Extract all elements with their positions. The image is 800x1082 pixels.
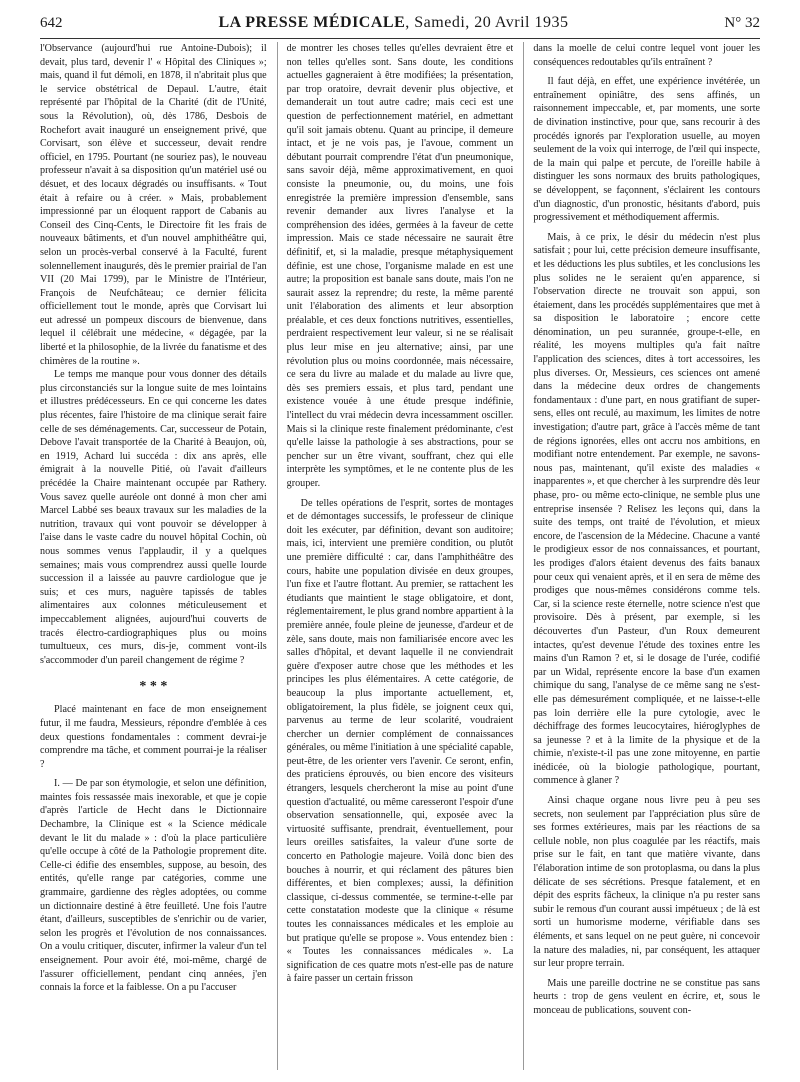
column-2 <box>277 42 514 1070</box>
paragraph: De telles opérations de l'esprit, sortes de montages et de démontages successifs, le professeur de clinique doit les exécuter, par définition, devant son auditoire; mais, ici, intervient une première condition, ou plutôt une première difficulté : car, dans l'amphithéâtre des cours, habite une population divisée en deux groupes, l'un fixe et l'autre flottant. Au premier, se rattachent les étudiants que maintient le stage obligatoire, et dont, réglementairement, le plus grand nombre appartient à la première année, foule pleine de jeunesse, d'ardeur et de zèle, sans doute, mais non familiarisée encore avec les salles d'hôpital, et devant laquelle il ne conviendrait guère d'exposer autre chose que les méthodes et les principes les plus élémentaires. A cette catégorie, de beaucoup la plus importante actuellement, et, obligatoirement, la plus fidèle, se joignent ceux qui, parvenus au terme de leur scolarité, voudraient chercher un dernier complément de connaissances générales, ou même l'initiation à une spécialité capable, peut-être, de les orienter vers l'avenir. Ce seront, enfin, des praticiens éprouvés, ou bien encore des visiteurs étrangers, lesquels chercheront la mise au point d'une question d'actualité, ou même caresseront l'espoir d'une observation sensationnelle, qui, exposée avec la virtuosité suffisante, prendrait, éventuellement, pour leurs oreilles satisfaites, la valeur d'une sorte de concerto en Pathologie majeure. Voilà donc bien des bouches à nourrir, et qui réclament des pâtures bien différentes, et bien complexes; aussi, la définition classique, ci-dessus commentée, se termine-t-elle par cette constatation modeste que la clinique « résume toutes les connaissances médicales et les emploie au but pratique qu'elle se propose ». Vous entendez bien : « Toutes les connaissances médicales ». La signification de ces quatre mots n'est-elle pas de nature à faire passer un certain frisson <box>286 497 514 985</box>
paragraph: dans la moelle de celui contre lequel vont jouer les conséquences redoutables qu'ils entraînent ? <box>533 43 761 68</box>
page-header <box>40 14 760 36</box>
paragraph: Il faut déjà, en effet, une expérience invétérée, un entraînement opiniâtre, des sens affinés, un raisonnement impeccable, et, par moments, une sorte de divination instinctive, pour que, sans recourir à des procédés ignorés par l'exploration usuelle, au moyen seulement de la voix qui interroge, de l'œil qui inspecte, de la main qui palpe et percute, de l'oreille habile à distinguer les sons normaux des bruits pathologiques, se développent, se façonnent, s'éclairent les contours d'un diagnostic, d'un pronostic, hésitants d'abord, puis progressivement et méthodiquement affermis. <box>533 76 761 224</box>
page-number: 642 <box>40 15 63 31</box>
paragraph: Le temps me manque pour vous donner des détails plus circonstanciés sur la longue suite de mes lointains et illustres prédécesseurs. En ce qui concerne les dates plus récentes, faire l'histoire de ma clinique serait faire celle de ses déménagements. Car, successeur de Potain, Debove l'avait transportée de la Charité à Beaujon, où, en 1919, Achard lui succéda : dix ans après, elle émigrait à la nouvelle Pitié, où l'avait d'ailleurs précédée la Chaire maintenant occupée par Rathery. Vous savez quelle auréole ont donné à mon cher ami Marcel Labbé ses beaux travaux sur les maladies de la nutrition, travaux qui vont pouvoir se développer à l'aise dans le vaste cadre du nouvel hôpital Cochin, où nous sommes venus l'applaudir, il y a quelques semaines; mais vous comprendrez aussi quelle lourde succession il a laissée au pauvre cardiologue que je suis; et ces murs, naguère tapissés de tables alimentaires aux colonnes méticuleusement et impeccablement alignées, aujourd'hui couverts de tracés électro-cardiographiques plus ou moins tumultueux, ces murs, dis-je, comment vont-ils s'accommoder d'un pareil changement de régime ? <box>40 369 267 666</box>
running-title: LA PRESSE MÉDICALE, Samedi, 20 Avril 1935 <box>218 14 569 31</box>
journal-name: LA PRESSE MÉDICALE <box>218 14 406 31</box>
paragraph: de montrer les choses telles qu'elles devraient être et non telles qu'elles sont. Sans doute, les conditions actuelles gagneraient à être modifiées; la présentation, par trop oratoire, devrait devenir plus objective, et demanderait un tout autre cadre; mais ceci est une question de perfectionnement matériel, en admettant qu'il soit jamais obtenu. Quant au principe, il demeure intact, et je ne vois pas, je l'avoue, comment un débutant pourrait comprendre l'état d'un pneumonique, sans savoir déjà, même approximativement, en quoi consiste la pneumonie, ou, du moins, une fois enregistrée la première impression d'ensemble, sans revenir demander aux livres l'analyse et la compréhension des idées, germées à la faveur de cette impression. Mais ce stade nécessaire ne saurait être définitif, et, si la maladie, presque métaphysiquement définie, est une chose, l'organisme malade en est une autre; la proposition est banale sans doute, mais l'on ne saurait assez la reprendre; du reste, la même parenté unit l'élaboration des aliments et leur absorption préalable, et ces deux fonctions nutritives, essentielles, perdraient respectivement leur valeur, si ne se réalisait plus leur mise en jeu alternative; ainsi, par une révolution plus ou moins coordonnée, mais nécessaire, ce sera du livre au malade et du malade au livre que, dès ses premiers essais, et plus tard, pendant une existence vouée à une étude presque indéfinie, l'intellect du vrai médecin devra incessamment osciller. Mais si la clinique reste finalement prédominante, c'est qu'elle laisse la pathologie à ses abstractions, pour se pencher sur un être vivant, souffrant, chez qui elle interprète les symptômes, et le ne contente plus de les grouper. <box>286 43 514 489</box>
article-columns <box>40 42 760 1070</box>
paragraph: I. — De par son étymologie, et selon une définition, maintes fois ressassée mais inexorable, et que je copie d'après l'article de Hecht dans le Dictionnaire Dechambre, la Clinique est « la Science médicale devant le lit du malade » : d'où la place particulière qu'elle occupe à côté de la Pathologie proprement dite. Celle-ci édifie des ensembles, suppose, au besoin, des entités, qu'elle range par catégories, comme une grammaire, gardienne des règles adoptées, ou comme un dictionnaire destiné à être feuilleté. Une fois l'autre étant, d'ailleurs, susceptibles de s'enrichir ou de varier, selon les progrès et l'évolution de nos connaissances. On a voulu critiquer, discuter, infirmer la valeur d'un tel enseignement. Pour avoir été, moi-même, chargé de l'assurer officiellement, pendant cinq années, j'en connais la force et la faiblesse. On a pu l'accuser <box>40 778 267 994</box>
paragraph: l'Observance (aujourd'hui rue Antoine-Dubois); il devait, plus tard, devenir l' « Hôpital des Cliniques »; mais, quand il fut démoli, en 1878, il n'abritait plus que le service obstétrical de Depaul. L'autre, était représenté par l'hôpital de la Charité (dit de l'Unité, sous la Révolution), où, dès 1786, Desbois de Rochefort avait inauguré un enseignement privé, que Corvisart, son élève et successeur, devait rendre officiel, en 1795. Pourtant (ne souriez pas), le nouveau professeur n'avait à sa disposition qu'un matériel usé ou désuet, et des locaux dégradés ou insuffisants. « Tout était à refaire ou à créer. » Mais, probablement impressionné par un éloquent rapport de Cabanis au Conseil des Cinq-Cents, le Directoire fit les frais de nouveaux bâtiments, et d'un nouvel amphithéâtre qui, selon un procès-verbal conservé à la Faculté, furent solennellement inaugurés, dès le premier prairial de l'an VII (20 Mai 1799), par le Ministre de l'Intérieur, François de Neufchâteau; ce dernier félicita officiellement tout le monde, après que Corvisart lui eut adressé un pompeux discours de bienvenue, dans lequel il célébrait une médecine, « dégagée, par la liberté et la philosophie, de la livrée du fanatisme et des chimères de la routine ». <box>40 43 267 367</box>
paragraph: Mais, à ce prix, le désir du médecin n'est plus satisfait ; pour lui, cette précision demeure insuffisante, et les déductions les plus subtiles, et les conclusions les plus solides ne le seraient qu'en apparence, si l'observation directe ne trouvait son appui, son étaiement, dans les procédés supplémentaires que met à sa disposition le laboratoire ; encore cette dénomination, un peu surannée, groupe-t-elle, en réalité, les moyens multiples qu'a fait naître l'application des sciences, dites à tort accessoires, les plus diverses. Or, Messieurs, ces sciences ont amené dans la médecine deux ordres de changements fondamentaux : d'une part, en nous gratifiant de super-sens, elles ont reculé, au maximum, les limites de notre investigation; d'autre part, grâce à l'accès même de tant de régions ignorées, elles ont accru nos ambitions, en modifiant notre entendement. Par exemple, ne savons-nous pas, maintenant, qu'il existe des maladies « inapparentes », et que chercher à les surprendre dès leur phase, pro- ou même ecto-clinique, ne semble plus une entreprise insensée ? Relisez les leçons qui, dans la suite des temps, ont traité de l'évolution, et mieux encore, de l'ascension de la Médecine. Chacune a vanté le prodigieux essor de nos connaissances, et pourtant, les prodiges d'alors étaient devenus des faits banaux pour ceux qui venaient après, et il en sera de même des prodiges que nous-mêmes considérons comme tels. Car, si la science reste éternelle, notre science n'est que provisoire. Dès à présent, par exemple, si les découvertes d'un Pasteur, d'un Roux demeurent intactes, qu'est devenue l'étude des toxines entre les mains d'un Ramon ? et, si le dosage de l'urée, codifié par un Widal, représente encore la base d'un examen chimique du sang, l'analyse de ce même sang ne s'est-elle pas démesurément compliquée, et ne laisse-t-elle pas loin derrière elle la pure cytologie, avec le déchiffrage des formes leucocytaires, hiéroglyphes de sa jeunesse ? et à la limite de la physique et de la chimie, n'existe-t-il pas une zone mitoyenne, en partie inédicée, où la biologie pathologique, pourtant, commence à glaner ? <box>533 231 761 787</box>
paragraph: Ainsi chaque organe nous livre peu à peu ses secrets, non seulement par l'appréciation plus sûre de ses formes extérieures, mais par les réactions de sa cellule noble, non plus coagulée par les réactifs, mais prise sur le fait, en tant que matière vivante, dans l'élaboration intime de son protoplasma, ou dans la plus délicate de ses sécrétions. Presque fatalement, et en dépit des esprits fâcheux, la clinique n'a pu rester sans subir le remous d'un courant aussi impétueux ; de là est sorti un humorisme moderne, vérifiable dans ses éléments, et sans lequel on ne peut guère, ni concevoir la nature des maladies, ni, par conséquent, les attaquer sur leur propre terrain. <box>533 795 761 970</box>
paragraph: Placé maintenant en face de mon enseignement futur, il me faudra, Messieurs, répondre d'emblée à ces deux questions fondamentales : comment devrai-je comprendre ma tâche, et comment pourrai-je la réaliser ? <box>40 704 267 770</box>
paragraph: Mais une pareille doctrine ne se constitue pas sans heurts : trop de gens veulent en écrire, et, sous le monceau de publications, souvent con- <box>533 977 761 1016</box>
header-rule <box>40 38 760 39</box>
section-separator-stars: * * * <box>139 679 168 695</box>
issue-number: N° 32 <box>724 15 760 31</box>
issue-date: Samedi, 20 Avril 1935 <box>414 14 569 31</box>
column-1 <box>40 42 267 1070</box>
column-3 <box>523 42 760 1070</box>
